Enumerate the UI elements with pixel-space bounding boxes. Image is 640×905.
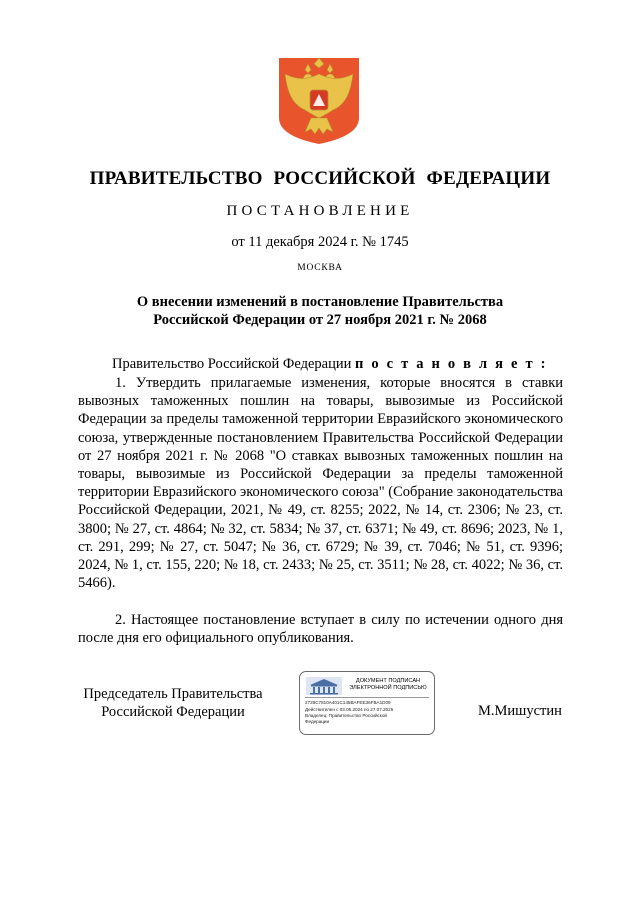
subject-line-2: Российской Федерации от 27 ноября 2021 г. № 2068 [153,312,487,328]
government-title: ПРАВИТЕЛЬСТВО РОССИЙСКОЙ ФЕДЕРАЦИИ [89,168,551,189]
resolves-keyword: п о с т а н о в л я е т : [354,356,548,372]
stamp-owner-line-2: Федерации [305,719,330,724]
electronic-signature-stamp [299,671,435,735]
document-type: ПОСТАНОВЛЕНИЕ [226,203,414,219]
signer-name: М.Мишустин [478,703,562,719]
intro-paragraph [112,355,572,373]
stamp-validity: Действителен с 03.05.2024 по 27.07.2025 [305,707,394,712]
stamp-owner-line-1: Владелец: Правительство Российской [305,713,387,718]
stamp-serial: 2726C7810A401C145BAFEE36FBA1D09 [305,700,391,705]
stamp-divider [305,697,429,698]
paragraph-item-1: 1. Утвердить прилагаемые изменения, которые вносятся в ставки вывозных таможенных пошлин на товары, вывозимые из Российской Федерации за пределы таможенной территории Евразийского экономического союза, утвержденные постановлением Правительства Российской Федерации от 27 ноября 2021 г. № 2068 "О ставках вывозных таможенных пошлин на товары, вывозимые из Российской Федерации за пределы таможенной территории Евразийского экономического союза" (Собрание законодательства Российской Федерации, 2021, № 49, ст. 8255; 2022, № 14, ст. 2306; № 23, ст. 3800; № 27, ст. 4864; № 32, ст. 5834; № 37, ст. 6371; № 49, ст. 8696; 2023, № 1, ст. 291, 299; № 27, ст. 5047; № 36, ст. 6729; № 39, ст. 7046; № 51, ст. 9396; 2024, № 1, ст. 155, 220; № 18, ст. 2433; № 25, ст. 3511; № 28, ст. 4022; № 36, ст. 5466). [78,375,563,592]
signer-position-line-2: Российской Федерации [101,704,245,720]
stamp-title [344,678,432,692]
coat-of-arms-icon [277,56,361,146]
paragraph-item-2: 2. Настоящее постановление вступает в силу по истечении одного дня после дня его официального опубликования. [78,612,563,647]
stamp-title-line-2: ЭЛЕКТРОННОЙ ПОДПИСЬЮ [349,685,427,691]
intro-text: Правительство Российской Федерации [112,356,355,372]
government-building-icon [306,677,342,695]
subject-line-1: О внесении изменений в постановление Правительства [136,294,504,310]
document-date-number: от 11 декабря 2024 г. № 1745 [231,234,409,250]
stamp-title-line-1: ДОКУМЕНТ ПОДПИСАН [355,678,421,684]
signer-position-line-1: Председатель Правительства [83,686,263,702]
document-subject [0,293,640,329]
signer-position [78,685,268,721]
city: МОСКВА [297,263,343,273]
